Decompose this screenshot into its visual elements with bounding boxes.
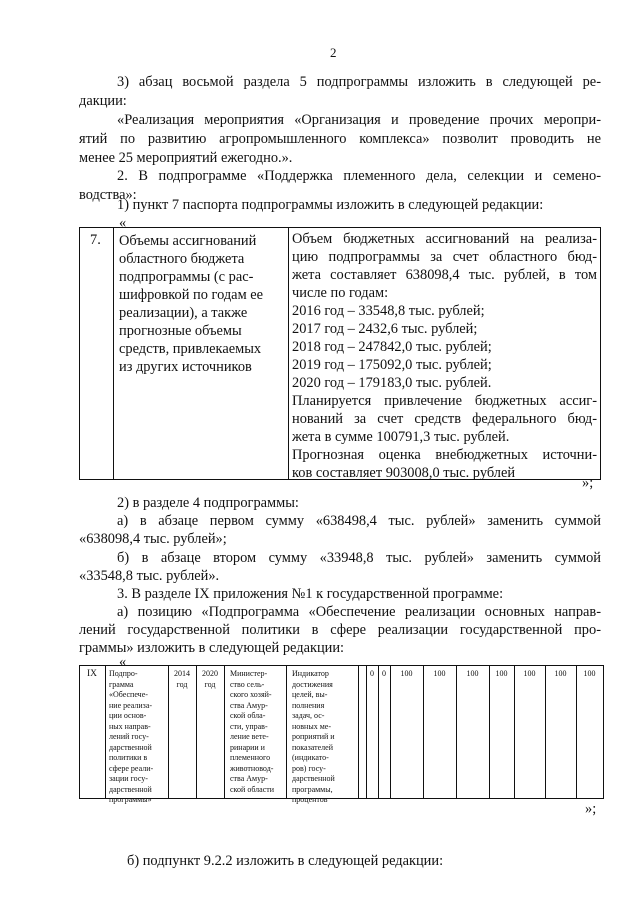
table2-indicator-line: процентов (292, 795, 328, 804)
section4-b-line-1: б) в абзаце втором сумму «33948,8 тыс. рублей» заменить суммой (117, 550, 601, 566)
table2-name-line: «Обеспече- (109, 690, 148, 699)
table2-value: 100 (466, 669, 479, 678)
table2-indicator-line: программы, (292, 784, 333, 794)
table2-indicator-line: (индикато- (292, 753, 329, 762)
table1-name-line: из других источников (119, 359, 252, 375)
table2-name-line: зации госу- (109, 774, 148, 783)
table2-executor-line: ского хозяй- (230, 690, 272, 699)
table2-value: 100 (554, 669, 567, 678)
table2-executor-line: ской обла- (230, 711, 266, 720)
item3-a-line-1: а) позицию «Подпрограмма «Обеспечение реализации основных направ- (117, 604, 601, 620)
table1-value-line: Прогнозная оценка внебюджетных источни- (292, 447, 597, 463)
table1-value-line: 2019 год – 175092,0 тыс. рублей; (292, 357, 492, 373)
open-quote-1: « (119, 215, 127, 231)
table1-row-number: 7. (90, 232, 101, 248)
table2-start-year-line: год (176, 679, 188, 689)
item2-1: 1) пункт 7 паспорта подпрограммы изложить в следующей редакции: (117, 197, 544, 213)
table1-value-line: 2020 год – 179183,0 тыс. рублей. (292, 375, 492, 391)
table2-executor-line: ства Амур- (230, 700, 268, 710)
program-table (79, 665, 604, 804)
table1-value-line: Объем бюджетных ассигнований на реализа- (292, 231, 597, 247)
table2-executor-line: ства Амур- (230, 774, 268, 783)
table2-executor-line: животновод- (230, 763, 274, 773)
item2-line-2: водства»: (79, 187, 137, 203)
section4-a-line-1: а) в абзаце первом сумму «638498,4 тыс. рублей» заменить суммой (117, 513, 601, 529)
table2-divider (456, 666, 457, 798)
intro-line-1: 3) абзац восьмой раздела 5 подпрограммы изложить в следующей ре- (117, 74, 601, 90)
table2-executor-line: ской области (230, 784, 275, 794)
open-quote-2: « (119, 654, 127, 670)
table2-divider (576, 666, 577, 798)
table2-name-line: грамма (109, 679, 134, 689)
table2-value: 100 (523, 669, 536, 678)
table2-indicator-line: Индикатор (292, 669, 329, 678)
table2-indicator-line: показателей (292, 742, 333, 752)
table2-name-line: дарственной (109, 742, 152, 752)
table2-divider (545, 666, 546, 798)
table2-name-line: политики в (109, 753, 148, 762)
quote-line-2: ятий по развитию агропромышленного комплекса» позволит проводить не (79, 131, 601, 147)
table2-name-line: ции основ- (109, 711, 147, 720)
table1-value-line: 2016 год – 33548,8 тыс. рублей; (292, 303, 485, 319)
table2-divider (358, 666, 359, 798)
table2-name-cell (109, 669, 153, 806)
table1-name-line: Объемы ассигнований (119, 233, 257, 249)
table2-name-line: ных направ- (109, 721, 151, 731)
item3-heading: 3. В разделе IX приложения №1 к государственной программе: (117, 586, 504, 602)
table1-value-line: нований за счет средств федерального бюд- (292, 411, 597, 427)
table2-name-line: ние реализа- (109, 700, 153, 710)
table1-name-cell (119, 232, 284, 376)
table2-executor-cell (230, 669, 274, 795)
table2-divider (366, 666, 367, 798)
table1-name-line: средств, привлекаемых (119, 341, 262, 357)
table2-name-line: дарственной (109, 784, 152, 794)
table2-divider (390, 666, 391, 798)
table1-value-line: Планируется привлечение бюджетных ассиг- (292, 393, 597, 409)
table1-divider (288, 228, 289, 479)
table2-end-year-line: год (204, 679, 216, 689)
table2-end-year (196, 669, 224, 690)
table2-executor-line: Министер- (230, 669, 268, 678)
intro-line-2: дакции: (79, 93, 127, 109)
table1-value-line: жета в сумме 100791,3 тыс. рублей. (292, 429, 510, 445)
table2-indicator-line: ров) госу- (292, 763, 326, 773)
table2-executor-line: сти, управ- (230, 721, 268, 731)
table2-divider (514, 666, 515, 798)
table1-name-line: подпрограммы (с рас- (119, 269, 254, 285)
page-number: 2 (330, 45, 337, 60)
table2-executor-line: ление вете- (230, 732, 269, 741)
table2-divider (489, 666, 490, 798)
table2-indicator-line: новных ме- (292, 721, 331, 731)
table2-indicator-line: дарственной (292, 774, 335, 783)
item2-line-1: 2. В подпрограмме «Поддержка племенного дела, селекции и семено- (117, 168, 601, 184)
table2-indicator-line: задач, ос- (292, 711, 325, 720)
table1-name-line: прогнозные объемы (119, 323, 242, 339)
table2-divider (378, 666, 379, 798)
table1-value-line: числе по годам: (292, 285, 389, 301)
table2-value: 100 (433, 669, 446, 678)
table2-end-year-line: 2020 (202, 669, 218, 678)
table1-value-line: цию подпрограммы за счет областного бюд- (292, 249, 597, 265)
table1-name-line: реализации), а также (119, 305, 248, 321)
table2-divider (224, 666, 225, 798)
item3-a-line-2: лений государственной политики в сфере реализации государственной про- (79, 622, 601, 638)
table1-value-line: ков составляет 903008,0 тыс. рублей (292, 465, 516, 481)
footer-line: б) подпункт 9.2.2 изложить в следующей редакции: (127, 853, 444, 869)
table2-name-line: Подпро- (109, 669, 138, 678)
table2-executor-line: племенного (230, 753, 271, 762)
table2-name-line: сфере реали- (109, 763, 154, 773)
table2-start-year-line: 2014 (174, 669, 190, 678)
item3-a-line-3: граммы» изложить в следующей редакции: (79, 640, 345, 656)
table1-name-line: областного бюджета (119, 251, 245, 267)
table2-name-line: программы» (109, 795, 152, 804)
table2-divider (423, 666, 424, 798)
quote-line-1: «Реализация мероприятия «Организация и проведение прочих меропри- (117, 112, 601, 128)
table2-executor-line: ство сель- (230, 679, 265, 689)
passport-table (79, 227, 601, 480)
quote-line-3: менее 25 мероприятий ежегодно.». (79, 150, 293, 166)
table1-value-cell (292, 230, 597, 482)
table2-value: 100 (495, 669, 508, 678)
table1-value-line: 2018 год – 247842,0 тыс. рублей; (292, 339, 492, 355)
table2-indicator-line: роприятий и (292, 732, 335, 741)
table2-divider (286, 666, 287, 798)
table2-value: 100 (400, 669, 413, 678)
table2-divider (105, 666, 106, 798)
table2-start-year (168, 669, 196, 690)
table1-name-line: шифровкой по годам ее (119, 287, 264, 303)
close-quote-1: »; (582, 475, 594, 491)
table1-divider (113, 228, 114, 479)
table2-indicator-line: полнения (292, 700, 325, 710)
table2-indicator-cell (292, 669, 335, 806)
section4-heading: 2) в разделе 4 подпрограммы: (117, 495, 299, 511)
section4-a-line-2: «638098,4 тыс. рублей»; (79, 531, 227, 547)
table1-value-line: жета составляет 638098,4 тыс. рублей, в том (292, 267, 597, 283)
section4-b-line-2: «33548,8 тыс. рублей». (79, 568, 220, 584)
table2-indicator-line: достижения (292, 679, 333, 689)
table2-value: 0 (370, 669, 374, 678)
close-quote-2: »; (585, 801, 597, 817)
table2-value: 0 (382, 669, 386, 678)
table2-executor-line: ринарии и (230, 742, 265, 752)
table2-name-line: лений госу- (109, 732, 149, 741)
table1-value-line: 2017 год – 2432,6 тыс. рублей; (292, 321, 478, 337)
table2-value: 100 (583, 669, 596, 678)
table2-indicator-line: целей, вы- (292, 690, 328, 699)
table2-roman: IX (87, 669, 98, 679)
